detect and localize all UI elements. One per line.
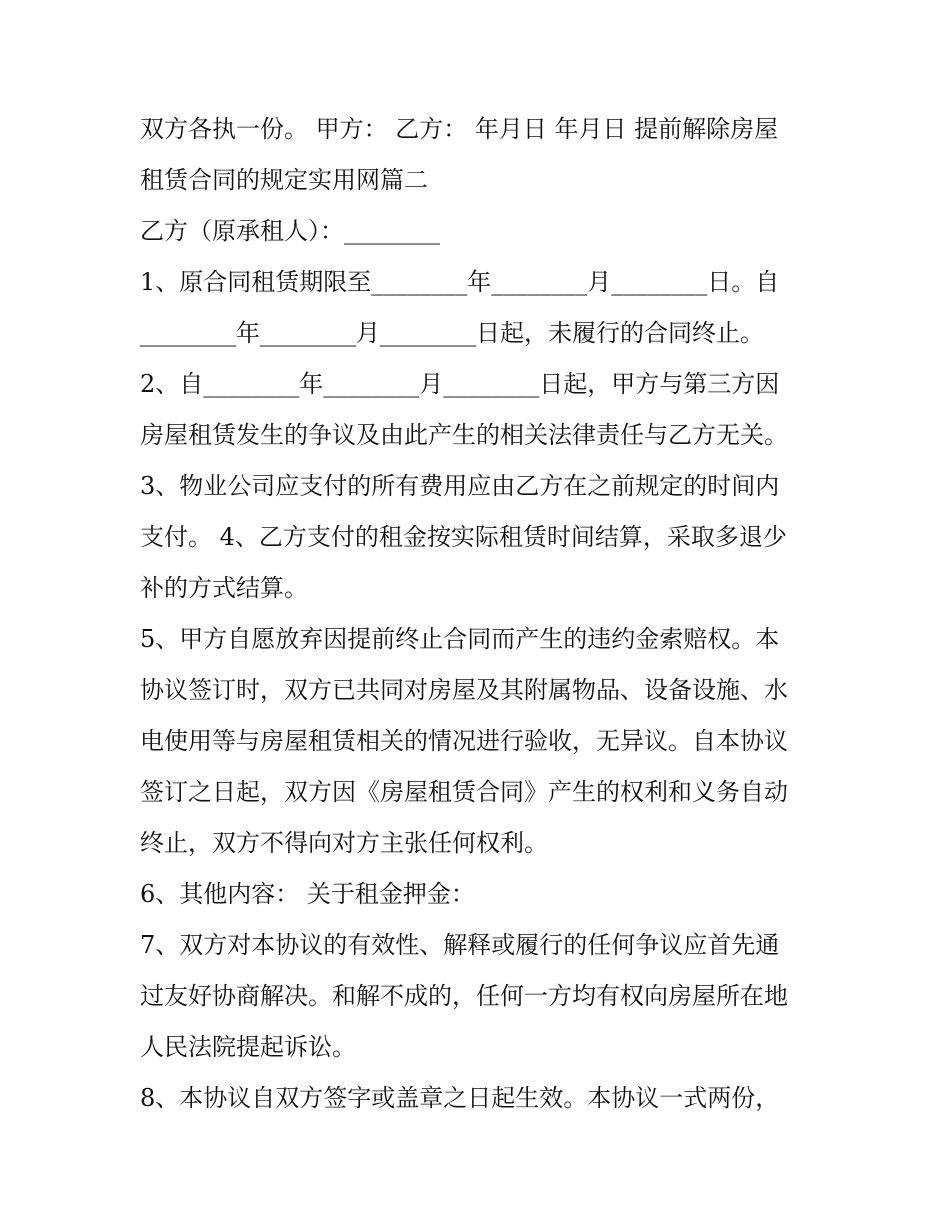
text-line: 支付。 4、乙方支付的租金按实际租赁时间结算，采取多退少 — [140, 523, 787, 551]
text-line: 租赁合同的规定实用网篇二 — [140, 166, 428, 194]
text-line: 3、物业公司应支付的所有费用应由乙方在之前规定的时间内 — [140, 472, 780, 500]
text-line: 7、双方对本协议的有效性、解释或履行的任何争议应首先通 — [140, 931, 780, 959]
text-line: 电使用等与房屋租赁相关的情况进行验收，无异议。自本协议 — [140, 727, 788, 755]
text-line: 签订之日起，双方因《房屋租赁合同》产生的权利和义务自动 — [140, 778, 788, 806]
text-line: 协议签订时，双方已共同对房屋及其附属物品、设备设施、水 — [140, 676, 788, 704]
text-line: 过友好协商解决。和解不成的，任何一方均有权向房屋所在地 — [140, 982, 788, 1010]
text-line: 人民法院提起诉讼。 — [140, 1033, 356, 1061]
text-line: 乙方（原承租人）：________ — [140, 217, 440, 245]
text-line: 房屋租赁发生的争议及由此产生的相关法律责任与乙方无关。 — [140, 421, 788, 449]
text-line: 6、其他内容： 关于租金押金： — [140, 880, 475, 908]
text-line: 8、本协议自双方签字或盖章之日起生效。本协议一式两份， — [140, 1084, 780, 1112]
text-line: 5、甲方自愿放弃因提前终止合同而产生的违约金索赔权。本 — [140, 625, 780, 653]
text-line: 补的方式结算。 — [140, 574, 308, 602]
text-line: 1、原合同租赁期限至________年________月________日。自 — [140, 268, 780, 296]
text-line: 终止，双方不得向对方主张任何权利。 — [140, 829, 548, 857]
text-line: 2、自________年________月________日起，甲方与第三方因 — [140, 370, 780, 398]
text-line: ________年________月________日起，未履行的合同终止。 — [140, 319, 764, 347]
document-body — [140, 104, 820, 1124]
text-line: 双方各执一份。 甲方： 乙方： 年月日 年月日 提前解除房屋 — [140, 115, 779, 143]
